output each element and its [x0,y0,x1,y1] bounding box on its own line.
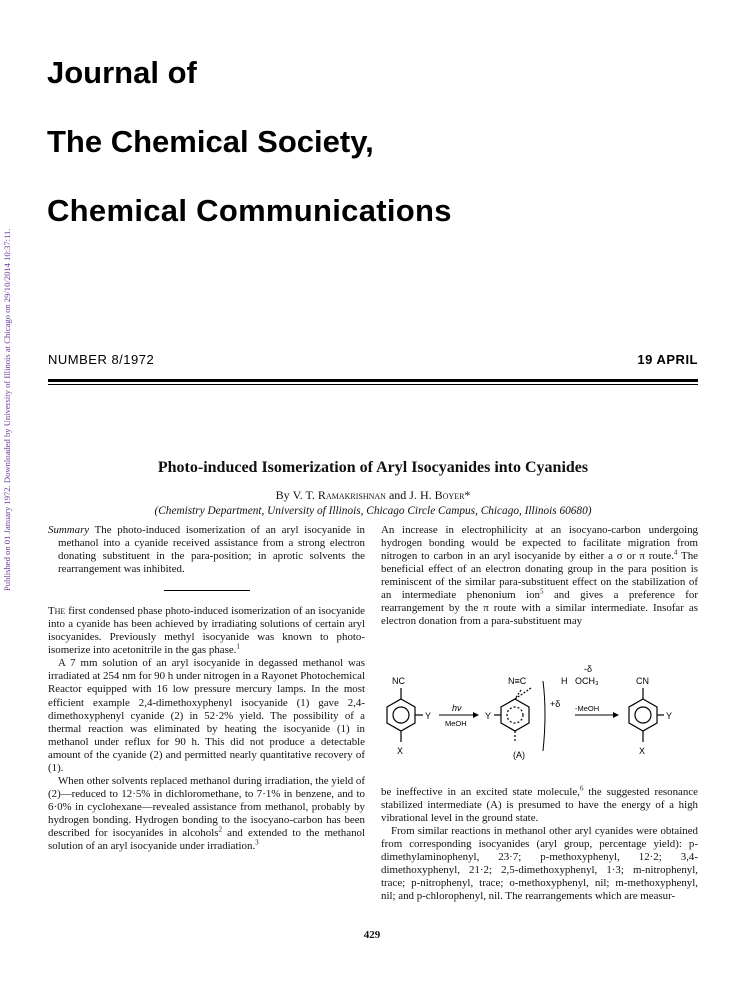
cyanide-molecule [629,688,664,742]
page-number: 429 [363,929,381,941]
body-text: and gives a preference for rearrangement by the π route with a similar intermediate. Insofar as electron donation from a para-substituent may [381,589,698,628]
by-label: By [275,488,290,502]
body-text: the suggested resonance stabilized intermediate (A) is presumed to have the energy of a high vibrational level in the ground state. [381,786,699,825]
journal-title-line-1: Journal of [47,55,197,90]
reference-mark: 6 [579,784,584,793]
reaction-scheme [381,663,698,783]
left-column [48,524,365,853]
summary-divider [164,590,250,591]
cn-label: CN [636,676,649,686]
reference-mark: 4 [673,548,678,557]
journal-title-line-2: The Chemical Society, [47,124,374,159]
and-label: and [388,488,407,502]
isocyanide-molecule [387,688,423,742]
reference-mark: 3 [255,838,259,847]
right-column-top [381,524,698,628]
reference-mark: 5 [540,587,544,596]
body-text: An increase in electrophilicity at an isocyano-carbon undergoing hydrogen bonding would be expected to facilitate migration from nitrogen to carbon in an aryl isocyanide by either a σ or π route. [381,524,698,563]
h-label: H [561,676,568,686]
minus-meoh-label: -MeOH [575,704,600,713]
x-left-label: X [397,746,404,756]
arrow-head-1 [473,712,479,718]
body-text: first condensed phase photo-induced isomerization of an isocyanide into a cyanide has been achieved by irradiating solutions of certain aryl isocyanides. Previously methyl isocyanide was known to photo-isomerize into acetonitrile in the gas phase. [48,605,365,657]
author-ramakrishnan: V. T. Ramakrishnan [292,488,386,502]
body-paragraph-6: From similar reactions in methanol other aryl cyanides were obtained from corresponding isocyanides (aryl group, percentage yield): p-dimethylaminophenyl, 23·7; p-methoxyphenyl, 12·2; 3,4-dimethoxyphenyl, 21·2; 2,5-dimethoxyphenyl, 1·3; m-nitrophenyl, trace; p-nitrophenyl, trace; o-methoxyphenyl, nil; m-methoxyphenyl, nil; and p-chlorophenyl, nil. The rearrangements which are measur- [381,825,698,903]
header-rule-thin [48,384,698,385]
arrow-head-2 [613,712,619,718]
intermediate-A [483,681,545,751]
affiliation: (Chemistry Department, University of Illinois, Chicago Circle Campus, Chicago, Illinois 60680) [154,505,592,517]
hv-label: hν [452,703,462,713]
reference-mark: 2 [218,825,223,834]
body-paragraph-2: A 7 mm solution of an aryl isocyanide in degassed methanol was irradiated at 254 nm for 90 h under nitrogen in a Rayonet Photochemical Reactor equipped with 16 low pressure mercury lamps. In the most efficient example 2,4-dimethoxyphenyl isocyanide (1) gave 2,4-dimethoxyphenyl cyanide (2) in 52·2% yield. The possibility of a thermal reaction was eliminated by heating the isocyanide (1) in methanol under reflux for 90 h. This did not produce a detectable amount of the cyanide (2) and permitted nearly quantitative recovery of (1). [48,657,365,774]
body-paragraph-5 [381,786,698,825]
delta-plus-label: +δ [550,699,561,709]
body-paragraph-4 [381,524,698,628]
y-right-label: Y [666,711,673,721]
issue-date: 19 APRIL [637,352,698,367]
meoh-label: MeOH [445,719,467,728]
summary-label: Summary [48,524,90,536]
body-paragraph-3 [48,775,365,853]
right-column-bottom [381,786,698,903]
summary-text: The photo-induced isomerization of an aryl isocyanide in methanol into a cyanide received assistance from a strong electron donating substituent in the para-position; in aprotic solvents the rearrangement was inhibited. [58,524,365,576]
x-right-label: X [639,746,646,756]
author-line [48,488,698,503]
download-watermark: Published on 01 January 1972. Downloaded by University of Illinois at Chicago on 29/10/2014 10:37:11. [2,228,12,592]
intermediate-label: (A) [513,750,525,760]
summary-paragraph [48,524,365,576]
y-left-label: Y [425,711,432,721]
y-mid-label: Y [485,711,492,721]
issue-number: NUMBER 8/1972 [48,352,155,367]
article-title: Photo-induced Isomerization of Aryl Isocyanides into Cyanides [157,459,589,476]
body-text: The beneficial effect of an electron donating group in the para position is reminiscent of the similar para-substituent effect on the stabilization of an intermediate phenonium ion [381,550,698,602]
journal-title-line-3: Chemical Communications [47,193,452,228]
body-text: When other solvents replaced methanol during irradiation, the yield of (2)—reduced to 12·5% in dichloromethane, to 7·1% in benzene, and to 6·0% in cyclohexane—revealed assistance from methanol, probably by hydrogen bonding. Hydrogen bonding to the isocyano-carbon has been described for isocyanides in alcohols [48,774,365,839]
delta-minus-label: -δ [584,664,593,674]
header-rule-thick [48,379,698,382]
nc-label: NC [392,676,405,686]
reference-mark: 1 [236,642,240,651]
body-text: be ineffective in an excited state molecule, [381,786,580,798]
lead-word: The [48,605,66,618]
och3-label: OCH₃ [575,676,599,686]
author-boyer: J. H. Boyer* [409,488,471,502]
body-text: and extended to the methanol solution of an aryl isocyanide under irradiation. [48,826,365,853]
n-c-label: N≡C [508,676,527,686]
body-paragraph-1 [48,605,365,657]
